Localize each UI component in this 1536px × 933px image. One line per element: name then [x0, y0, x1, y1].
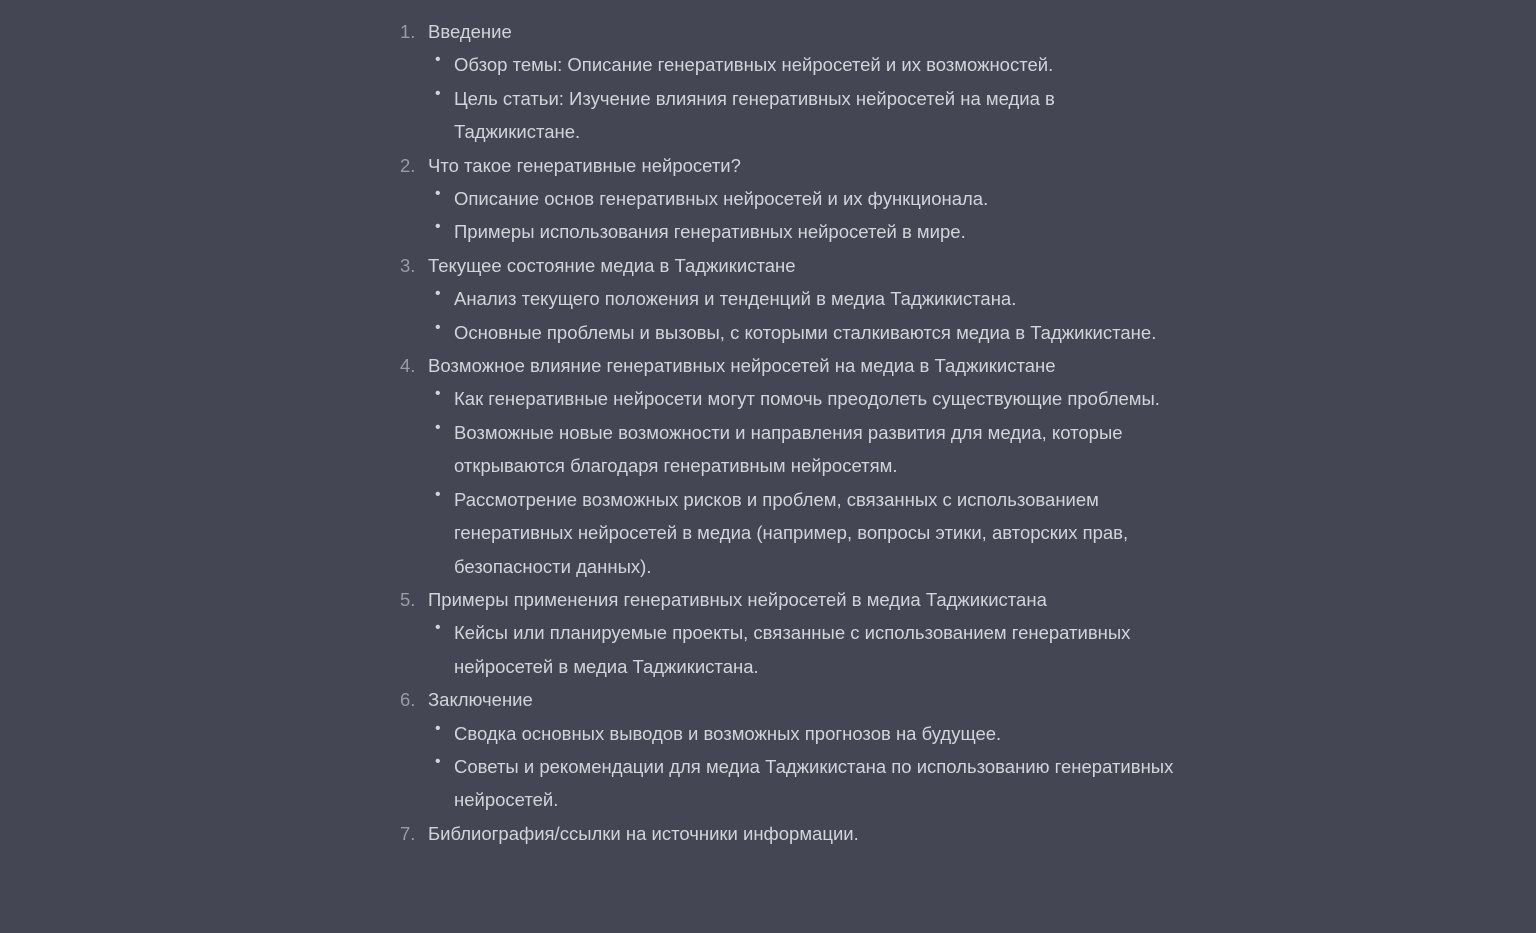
bullet-icon: • — [435, 719, 441, 737]
section-bullets — [428, 48, 1178, 148]
bullet-icon: • — [435, 485, 441, 503]
bullet-icon: • — [435, 84, 441, 102]
bullet-item: • Описание основ генеративных нейросетей и их функционала. — [454, 182, 1178, 215]
outline-list — [398, 15, 1178, 850]
section-title: Заключение — [428, 689, 533, 711]
section-number: 1. — [400, 21, 416, 42]
outline-section — [398, 349, 1178, 583]
outline-section — [398, 583, 1178, 683]
section-title: Примеры применения генеративных нейросетей в медиа Таджикистана — [428, 588, 1047, 610]
bullet-item: • Сводка основных выводов и возможных прогнозов на будущее. — [454, 717, 1178, 750]
bullet-icon: • — [435, 752, 441, 770]
section-number: 2. — [400, 154, 416, 176]
bullet-icon: • — [435, 418, 441, 436]
bullet-item: • Советы и рекомендации для медиа Таджикистана по использованию генеративных нейросетей. — [454, 750, 1178, 817]
bullet-icon: • — [435, 185, 441, 203]
bullet-item: • Анализ текущего положения и тенденций в медиа Таджикистана. — [454, 282, 1178, 315]
bullet-icon: • — [435, 51, 441, 69]
section-bullets — [428, 717, 1178, 817]
bullet-icon: • — [435, 285, 441, 303]
bullet-icon: • — [435, 619, 441, 637]
section-bullets — [428, 182, 1178, 249]
bullet-item: • Как генеративные нейросети могут помочь преодолеть существующие проблемы. — [454, 382, 1178, 415]
bullet-item: • Основные проблемы и вызовы, с которыми сталкиваются медиа в Таджикистане. — [454, 316, 1178, 349]
section-title: Библиография/ссылки на источники информации. — [428, 822, 859, 844]
bullet-item: • Рассмотрение возможных рисков и проблем, связанных с использованием генеративных нейросетей в медиа (например, вопросы этики, авторских прав, безопасности данных). — [454, 483, 1178, 583]
outline-section — [398, 15, 1178, 149]
outline-section — [398, 683, 1178, 817]
bullet-item: • Возможные новые возможности и направления развития для медиа, которые открываются благодаря генеративным нейросетям. — [454, 416, 1178, 483]
section-title: Возможное влияние генеративных нейросетей на медиа в Таджикистане — [428, 355, 1056, 377]
section-title: Введение — [428, 21, 512, 42]
section-number: 3. — [400, 254, 416, 276]
bullet-item: • Кейсы или планируемые проекты, связанные с использованием генеративных нейросетей в медиа Таджикистана. — [454, 616, 1178, 683]
bullet-icon: • — [435, 318, 441, 336]
section-number: 4. — [400, 355, 416, 377]
outline-section — [398, 249, 1178, 349]
section-number: 6. — [400, 689, 416, 711]
bullet-icon: • — [435, 385, 441, 403]
bullet-icon: • — [435, 218, 441, 236]
section-title: Текущее состояние медиа в Таджикистане — [428, 254, 796, 276]
section-bullets — [428, 382, 1178, 582]
section-bullets — [428, 616, 1178, 683]
section-bullets — [428, 282, 1178, 349]
outline-section — [398, 817, 1178, 850]
section-number: 7. — [400, 822, 416, 844]
section-number: 5. — [400, 588, 416, 610]
section-title: Что такое генеративные нейросети? — [428, 154, 741, 176]
bullet-item: • Цель статьи: Изучение влияния генеративных нейросетей на медиа в Таджикистане. — [454, 82, 1178, 149]
bullet-item: • Примеры использования генеративных нейросетей в мире. — [454, 215, 1178, 248]
outline-section — [398, 149, 1178, 249]
bullet-item: • Обзор темы: Описание генеративных нейросетей и их возможностей. — [454, 48, 1178, 81]
chat-message-content — [398, 15, 1178, 850]
